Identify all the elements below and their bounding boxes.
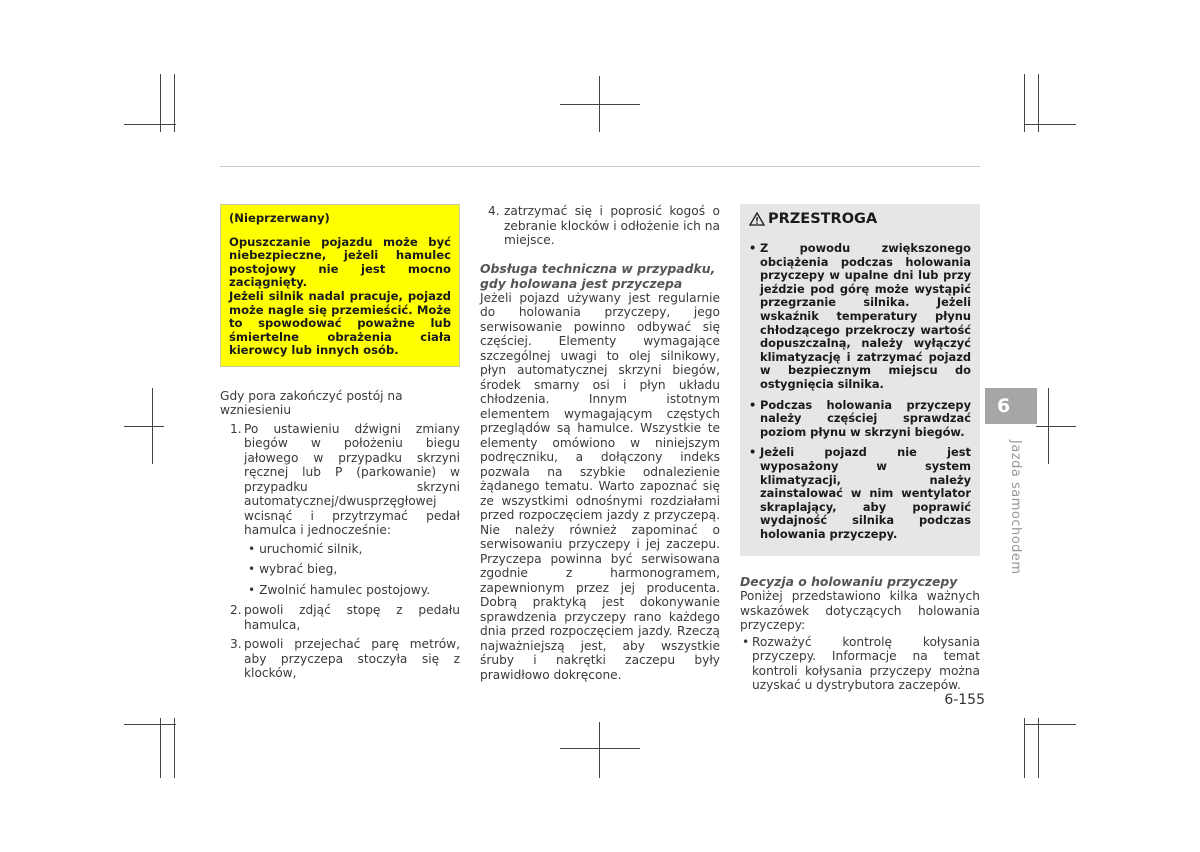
caution-text: Jeżeli pojazd nie jest wyposażony w system klimatyzacji, należy zainstalować w nim wentylator skraplający, aby poprawić wydajność silnika podczas holowania przyczepy. xyxy=(760,445,971,541)
crop-mark xyxy=(174,718,175,778)
list-item xyxy=(480,204,720,248)
crop-mark xyxy=(1038,74,1039,132)
sub-list-item: • wybrać bieg, xyxy=(248,562,338,577)
list-item: • Podczas holowania przyczepy należy częściej sprawdzać poziom płynu w skrzyni biegów. xyxy=(749,397,971,439)
step-number: 3. xyxy=(230,637,242,652)
step-number: 2. xyxy=(230,603,242,618)
header-rule xyxy=(220,166,980,167)
box-paragraph: Opuszczanie pojazdu może być niebezpieczne, jeżeli hamulec postojowy nie jest mocno zaciągnięty. xyxy=(229,234,451,290)
step-text: zatrzymać się i poprosić kogoś o zebranie klocków i odłożenie ich na miejsce. xyxy=(504,204,720,247)
registration-mark xyxy=(1036,426,1076,427)
list-item xyxy=(220,603,460,632)
column-middle xyxy=(480,204,720,682)
warning-triangle-icon xyxy=(749,212,765,226)
list-item: • Jeżeli pojazd nie jest wyposażony w system klimatyzacji, należy zainstalować w nim wentylator skraplający, aby poprawić wydajność silnika podczas holowania przyczepy. xyxy=(749,445,971,541)
chapter-tab: 6 xyxy=(985,388,1037,424)
step-number: 4. xyxy=(488,204,500,218)
box-paragraph: Jeżeli silnik nadal pracuje, pojazd może nagle się przemieścić. Może to spowodować poważne lub śmiertelne obrażenia ciała kierowcy lub innych osób. xyxy=(229,288,451,358)
registration-mark xyxy=(599,722,600,778)
caution-title xyxy=(749,210,971,228)
crop-mark xyxy=(1024,74,1025,132)
section-heading: Obsługa techniczna w przypadku, gdy holowana jest przyczepa xyxy=(480,260,716,291)
crop-mark xyxy=(174,74,175,132)
page-number: 6-155 xyxy=(944,692,985,708)
sub-list-item: • uruchomić silnik, xyxy=(248,541,363,556)
crop-mark xyxy=(124,124,176,125)
step-text: Po ustawieniu dźwigni zmiany biegów w położeniu biegu jałowego w przypadku skrzyni ręcznej lub P (parkowanie) w przypadku skrzyni automatycznej/dwusprzęgłowej wcisnąć i przytrzymać pedał hamulca i jednocześnie: xyxy=(244,421,460,538)
crop-mark xyxy=(1038,718,1039,778)
caution-list xyxy=(749,242,971,541)
chapter-label: Jazda samochodem xyxy=(1008,440,1023,575)
steps-list xyxy=(220,422,460,681)
caution-text: Podczas holowania przyczepy należy częściej sprawdzać poziom płynu w skrzyni biegów. xyxy=(760,397,971,439)
list-item: • Z powodu zwiększonego obciążenia podczas holowania przyczepy w upalne dni lub przy jeździe pod górę może wystąpić przegrzanie silnika. Jeżeli wskaźnik temperatury płynu chłodzącego przekroczy wartość dopuszczalną, należy wyłączyć klimatyzację i zatrzymać pojazd w bezpiecznym miejscu do ostygnięcia silnika. xyxy=(749,241,971,391)
crop-mark xyxy=(124,724,176,725)
crop-mark xyxy=(160,718,161,778)
registration-mark xyxy=(560,748,640,749)
step-text: powoli przejechać parę metrów, aby przyczepa stoczyła się z klocków, xyxy=(244,637,460,681)
crop-mark xyxy=(1024,718,1025,778)
list-item: • Rozważyć kontrolę kołysania przyczepy. Informacje na temat kontroli kołysania przyczepy można uzyskać u dystrybutora zaczepów. xyxy=(742,634,980,693)
registration-mark xyxy=(152,388,153,464)
crop-mark xyxy=(1024,724,1076,725)
step-text: powoli zdjąć stopę z pedału hamulca, xyxy=(244,603,460,632)
section-heading: Decyzja o holowaniu przyczepy xyxy=(740,574,958,590)
caution-text: Z powodu zwiększonego obciążenia podczas holowania przyczepy w upalne dni lub przy jeździe pod górę może wystąpić przegrzanie silnika. Jeżeli wskaźnik temperatury płynu chłodzącego przekroczy wartość dopuszczalną, należy wyłączyć klimatyzację i zatrzymać pojazd w bezpiecznym miejscu do ostygnięcia silnika. xyxy=(760,241,971,391)
crop-mark xyxy=(1024,124,1076,125)
registration-mark xyxy=(599,76,600,132)
registration-mark xyxy=(1048,388,1049,464)
bullet-text: Rozważyć kontrolę kołysania przyczepy. Informacje na temat kontroli kołysania przyczepy można uzyskać u dystrybutora zaczepów. xyxy=(752,634,980,693)
list-item xyxy=(220,637,460,681)
warning-continued-box xyxy=(220,204,460,367)
caution-box xyxy=(740,204,980,556)
column-right xyxy=(740,204,980,693)
sub-list xyxy=(244,542,460,598)
body-text: Jeżeli pojazd używany jest regularnie do holowania przyczepy, jego serwisowanie powinno odbywać się częściej. Elementy wymagające szczególnej uwagi to olej silnikowy, płyn automatycznej skrzyni biegów, środek smarny osi i płyn układu chłodzenia. Innym istotnym elementem wymagającym częstych przeglądów są hamulce. Wszystkie te elementy omówiono w niniejszym podręczniku, a dołączony indeks pozwala na szybkie odnalezienie żądanego tematu. Warto zapoznać się ze wszystkimi odnośnymi rozdziałami przed rozpoczęciem jazdy z przyczepą. Nie należy również zapominać o serwisowaniu przyczepy i jej zaczepu. Przyczepa powinna być serwisowana zgodnie z harmonogramem, zapewnionym przez jej producenta. Dobrą praktyką jest dokonywanie sprawdzenia przyczepy rano każdego dnia przed rozpoczęciem jazdy. Rzeczą najważniejszą jest, aby wszystkie śruby i nakrętki zaczepu były prawidłowo dokręcone. xyxy=(480,290,720,682)
column-left xyxy=(220,204,460,686)
caution-title-text: PRZESTROGA xyxy=(768,211,878,227)
section-intro: Gdy pora zakończyć postój na wzniesieniu xyxy=(220,388,403,418)
registration-mark xyxy=(124,426,164,427)
crop-mark xyxy=(160,74,161,132)
sub-list-item: • Zwolnić hamulec postojowy. xyxy=(248,582,431,597)
body-text: Poniżej przedstawiono kilka ważnych wskazówek dotyczących holowania przyczepy: xyxy=(740,589,980,633)
step-number: 1. xyxy=(230,421,242,436)
list-item xyxy=(220,422,460,598)
bullet-list xyxy=(740,635,980,693)
box-title: (Nieprzerwany) xyxy=(229,211,330,225)
registration-mark xyxy=(560,104,640,105)
